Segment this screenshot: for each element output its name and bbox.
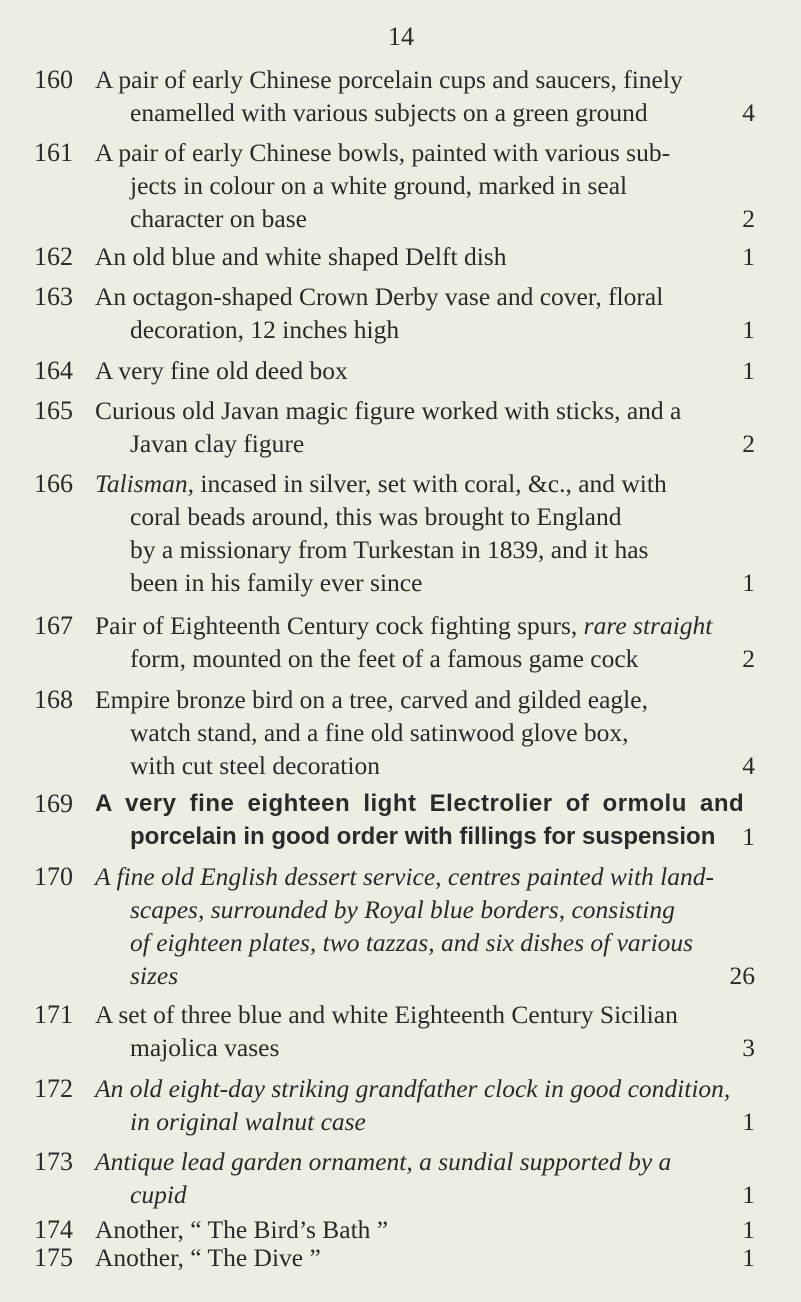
lot-quantity: 1 <box>742 822 755 851</box>
lot-line: of eighteen plates, two tazzas, and six dishes of various <box>130 928 694 957</box>
lot-line: An old blue and white shaped Delft dish <box>95 242 507 271</box>
lot-number: 160 <box>34 65 73 94</box>
lot-line: by a missionary from Turkestan in 1839, and it has <box>130 535 649 564</box>
lot-quantity: 1 <box>742 356 755 385</box>
lot-line: enamelled with various subjects on a green ground <box>130 98 648 127</box>
lot-number: 162 <box>34 242 73 271</box>
lot-line: A very fine old deed box <box>95 356 348 385</box>
lot-quantity: 2 <box>742 204 755 233</box>
lot-line: character on base <box>130 204 307 233</box>
lot-quantity: 3 <box>742 1033 755 1062</box>
lot-line: Antique lead garden ornament, a sundial supported by a <box>95 1147 672 1176</box>
lot-line: A very fine eighteen light Electrolier of ormolu and <box>95 790 745 817</box>
lot-quantity: 4 <box>742 751 755 780</box>
lot-line: Javan clay figure <box>130 429 305 458</box>
lot-number: 170 <box>34 862 73 891</box>
lot-line: form, mounted on the feet of a famous game cock <box>130 644 639 673</box>
lot-quantity: 26 <box>729 961 755 990</box>
lot-line: Another, “ The Bird’s Bath ” <box>95 1215 389 1244</box>
lot-line: An old eight-day striking grandfather clock in good condition, <box>95 1074 731 1103</box>
lot-quantity: 1 <box>742 1243 755 1272</box>
lot-line-italic: rare straight <box>583 611 713 640</box>
lot-line: A fine old English dessert service, centres painted with land- <box>95 862 714 891</box>
lot-quantity: 2 <box>742 644 755 673</box>
lot-line: incased in silver, set with coral, &c., and with <box>193 469 667 498</box>
lot-number: 173 <box>34 1147 73 1176</box>
lot-number: 175 <box>34 1243 73 1272</box>
lot-number: 167 <box>34 611 73 640</box>
lot-line: porcelain in good order with fillings for suspension <box>130 823 716 850</box>
lot-number: 161 <box>34 138 73 167</box>
lot-line: Another, “ The Dive ” <box>95 1243 321 1272</box>
lot-line: scapes, surrounded by Royal blue borders, consisting <box>130 895 675 924</box>
lot-number: 174 <box>34 1215 73 1244</box>
lot-quantity: 1 <box>742 1107 755 1136</box>
lot-line: A pair of early Chinese porcelain cups and saucers, finely <box>95 65 683 94</box>
lot-line: Curious old Javan magic figure worked with sticks, and a <box>95 396 682 425</box>
lot-line: been in his family ever since <box>130 568 423 597</box>
lot-number: 168 <box>34 685 73 714</box>
page-number: 14 <box>388 22 414 51</box>
lot-line: Pair of Eighteenth Century cock fighting spurs, <box>95 611 584 640</box>
lot-quantity: 1 <box>742 242 755 271</box>
lot-line: coral beads around, this was brought to England <box>130 502 622 531</box>
lot-number: 163 <box>34 282 73 311</box>
lot-quantity: 1 <box>742 568 755 597</box>
lot-line: jects in colour on a white ground, marked in seal <box>130 171 628 200</box>
lot-number: 166 <box>34 469 73 498</box>
lot-quantity: 1 <box>742 1180 755 1209</box>
lot-line: majolica vases <box>130 1033 280 1062</box>
lot-line: An octagon-shaped Crown Derby vase and cover, floral <box>95 282 664 311</box>
lot-line: A pair of early Chinese bowls, painted with various sub- <box>95 138 671 167</box>
lot-number: 169 <box>34 789 73 818</box>
lot-quantity: 2 <box>742 429 755 458</box>
lot-quantity: 1 <box>742 315 755 344</box>
lot-quantity: 4 <box>742 98 755 127</box>
lot-line: in original walnut case <box>130 1107 366 1136</box>
lot-line: with cut steel decoration <box>130 751 380 780</box>
lot-number: 172 <box>34 1074 73 1103</box>
lot-line: Empire bronze bird on a tree, carved and gilded eagle, <box>95 685 648 714</box>
lot-line: decoration, 12 inches high <box>130 315 400 344</box>
lot-quantity: 1 <box>742 1215 755 1244</box>
lot-line-italic: Talisman, <box>95 469 194 498</box>
lot-line: A set of three blue and white Eighteenth Century Sicilian <box>95 1000 678 1029</box>
lot-number: 171 <box>34 1000 73 1029</box>
lot-line: watch stand, and a fine old satinwood glove box, <box>130 718 629 747</box>
lot-line: cupid <box>130 1180 187 1209</box>
lot-line: sizes <box>130 961 179 990</box>
lot-number: 165 <box>34 396 73 425</box>
lot-number: 164 <box>34 356 73 385</box>
